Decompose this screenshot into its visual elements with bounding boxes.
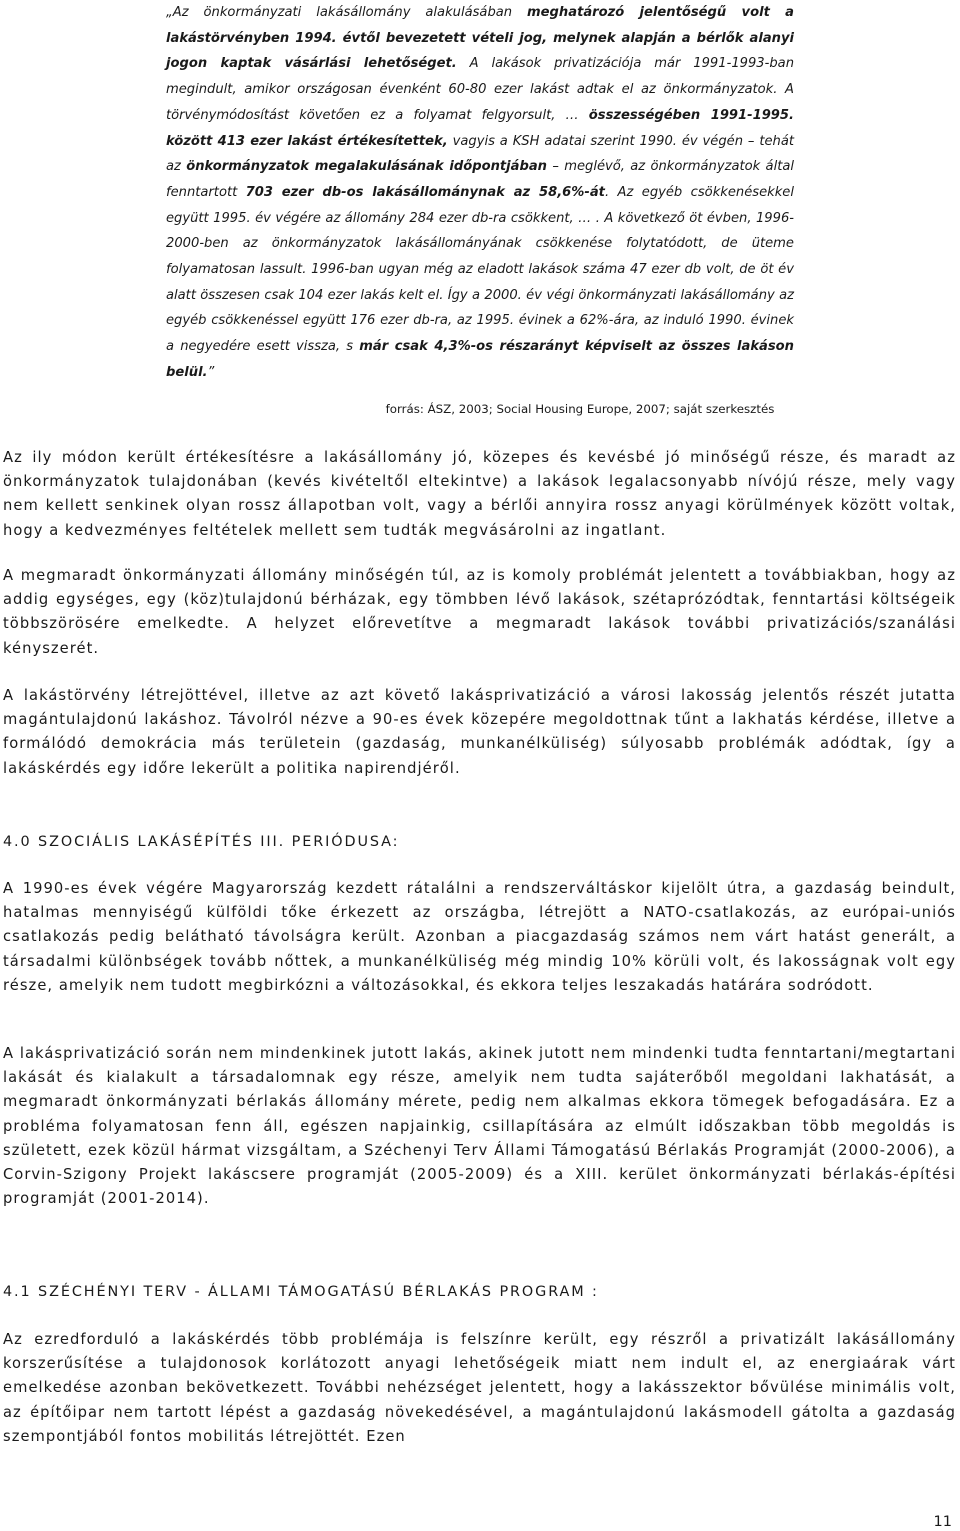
- section-heading-4-0: 4.0 SZOCIÁLIS LAKÁSÉPÍTÉS III. PERIÓDUSA:: [3, 834, 400, 850]
- page-number: 11: [933, 1514, 952, 1530]
- body-paragraph-2: A megmaradt önkormányzati állomány minőségén túl, az is komoly problémát jelentett a továbbiakban, hogy az addig egységes, egy (köz)tulajdonú bérházak, egy tömbben lévő lakások, szétaprózódtak, fenntartási költségeik többszörösére emelkedte. A helyzet előrevetítve a megmaradt lakások további privatizációs/szanálási kényszerét.: [3, 567, 956, 657]
- quote-emphasis: önkormányzatok megalakulásának időpontjában: [186, 159, 548, 175]
- quote-text: A lakások privatizációja már 1991-1993-ban megindult, amikor országosan évenként 60-80 ezer lakást adtak el az önkormányzatok. A törvénymódosítást követően ez a folyamat felgyorsult, …: [166, 56, 794, 123]
- quote-emphasis: összességében 1991-1995. között 413 ezer lakást értékesítettek,: [166, 107, 794, 149]
- quote-emphasis: 703 ezer db-os lakásállománynak az 58,6%-át: [245, 184, 605, 200]
- section-heading-4-1: 4.1 SZÉCHÉNYI TERV - ÁLLAMI TÁMOGATÁSÚ BÉRLAKÁS PROGRAM :: [3, 1284, 599, 1300]
- quote-text: ”: [207, 364, 215, 380]
- quote-emphasis: már csak 4,3%-os részarányt képviselt az összes lakáson belül.: [166, 339, 795, 380]
- body-paragraph-4: A 1990-es évek végére Magyarország kezdett rátalálni a rendszerváltáskor kijelölt útra, a gazdaság beindult, hatalmas mennyiségű külföldi tőke érkezett az országba, létrejött a NATO-csatlakozás, az európai-uniós csatlakozás pedig belátható távolságra került. Azonban a piacgazdaság számos nem várt hatást generált, a társadalmi különbségek tovább nőttek, a munkanélküliség még mindig 10% körüli volt, és lakosságnak volt egy része, amelyik nem tudott megbirkózni a változásokkal, és ekkora teljes leszakadás határára sodródott.: [3, 880, 956, 994]
- body-paragraph-5: A lakásprivatizáció során nem mindenkinek jutott lakás, akinek jutott nem mindenki tudta fenntartani/megtartani lakását és kialakult a társadalomnak egy része, amelyik nem tudta sajáterőből megoldani lakhatását, a megmaradt önkormányzati bérlakás állomány mérete, pedig nem alkalmas ekkora tömegek befogadására. Ez a probléma folyamatosan fenn áll, egészen napjainkig, csillapítására az elmúlt időszakban több megoldás is született, ezek közül hármat vizsgáltam, a Széchenyi Terv Állami Támogatású Bérlakás Programját (2000-2006), a Corvin-Szigony Projekt lakáscsere programját (2005-2009) és a XIII. kerület önkormányzati bérlakás-építési programját (2001-2014).: [3, 1045, 956, 1208]
- quote-text: vagyis a KSH adatai szerint 1990. év végén – tehát az: [166, 133, 794, 175]
- body-paragraph-3: A lakástörvény létrejöttével, illetve az azt követő lakásprivatizáció a városi lakosság jelentős részét jutatta magántulajdonú lakáshoz. Távolról nézve a 90-es évek közepére megoldottnak tűnt a lakhatás kérdése, illetve a formálódó demokrácia más területein (gazdaság, munkanélküliség) súlyosabb problémák adódtak, így a lakáskérdés egy időre lekerült a politika napirendjéről.: [3, 687, 956, 777]
- body-paragraph-1: Az ily módon került értékesítésre a lakásállomány jó, közepes és kevésbé jó minőségű része, és maradt az önkormányzatok tulajdonában (kevés kivételtől eltekintve) a lakások legalacsonyabb nívójú része, mely vagy nem kellett senkinek olyan rossz állapotban volt, vagy a bérlői annyira rossz anyagi körülmények között voltak, hogy a kedvezményes feltételek mellett sem tudták megvásárolni az ingatlant.: [3, 449, 956, 539]
- quote-block: [166, 0, 794, 386]
- quote-text: – meglévő, az önkormányzatok által fenntartott: [166, 159, 795, 200]
- body-paragraph-6: Az ezredforduló a lakáskérdés több problémája is felszínre került, egy részről a privatizált lakásállomány korszerűsítése a tulajdonosok korlátozott anyagi lehetőségeik miatt nem indult el, az energiaárak várt emelkedése azonban bekövetkezett. További nehézséget jelentett, hogy a lakásszektor bővülése minimális volt, az építőipar nem tartott lépést a gazdaság növekedésével, a magántulajdonú lakásmodell gátolta a gazdaság szempontjából fontos mobilitás létrejöttét. Ezen: [3, 1331, 956, 1445]
- quote-text: . Az egyéb csökkenésekkel együtt 1995. év végére az állomány 284 ezer db-ra csökkent, … . A következő öt évben, 1996-2000-ben az önkormányzatok lakásállományának csökkenése folytatódott, de üteme folyamatosan lassult. 1996-ban ugyan még az eladott lakások száma 47 ezer db volt, de öt év alatt összesen csak 104 ezer lakás kelt el. Így a 2000. év végi önkormányzati lakásállomány az egyéb csökkenéssel együtt 176 ezer db-ra, az 1995. évinek a 62%-ára, az induló 1990. évinek a negyedére esett vissza, s: [166, 184, 795, 355]
- quote-source: forrás: ÁSZ, 2003; Social Housing Europe, 2007; saját szerkesztés: [385, 402, 775, 416]
- quote-emphasis: meghatározó jelentőségű volt a lakástörvényben 1994. évtől bevezetett vételi jog, melynek alapján a bérlők alanyi jogon kaptak vásárlási lehetőséget.: [166, 5, 794, 72]
- quote-text: „Az önkormányzati lakásállomány alakulásában: [166, 5, 528, 20]
